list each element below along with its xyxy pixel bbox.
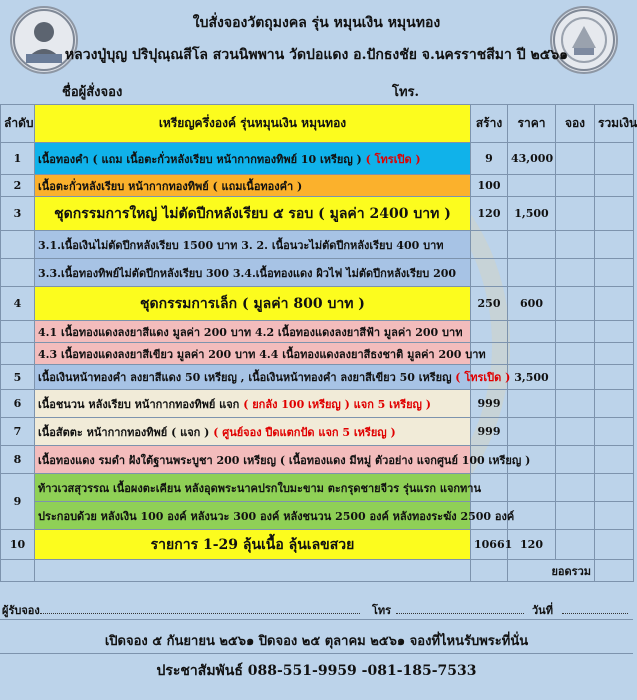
row-total-cell	[595, 530, 634, 560]
orderer-name-label: ชื่อผู้สั่งจอง	[62, 85, 123, 100]
row-note: ( โทรเปิด )	[365, 152, 421, 166]
row-order-cell[interactable]	[556, 175, 595, 197]
row-order-cell[interactable]	[556, 390, 595, 418]
row-sub-item: 4.1 เนื้อทองแดงลงยาสีแดง มูลค่า 200 บาท 4.2 เนื้อทองแดงลงยาสีฟ้า มูลค่า 200 บาท	[35, 321, 471, 343]
row-item-text: เนื้อชนวน หลังเรียบ หน้ากากทองทิพย์ แจก	[38, 397, 240, 411]
grand-total-value	[595, 560, 634, 582]
row-order-cell[interactable]	[556, 418, 595, 446]
row-price: 600	[508, 287, 556, 321]
row-sub-item: 4.3 เนื้อทองแดงลงยาสีเขียว มูลค่า 200 บาท 4.4 เนื้อทองแดงลงยาสีธงชาติ มูลค่า 200 บาท	[35, 343, 471, 365]
row-no: 9	[1, 474, 35, 530]
row-sub-item: 3.1.เนื้อเงินไม่ตัดปีกหลังเรียบ 1500 บาท 3. 2. เนื้อนวะไม่ตัดปีกหลังเรียบ 400 บาท	[35, 231, 471, 259]
row-price: 3,500	[508, 365, 556, 390]
row-item: เนื้อทองแดง รมดำ ฝังใต้ฐานพระบูชา 200 เหรียญ ( เนื้อทองแดง มีหมู่ ตัวอย่าง แจกศูนย์ 100 เหรียญ )	[35, 446, 471, 474]
row-order-cell[interactable]	[556, 197, 595, 231]
row-no: 2	[1, 175, 35, 197]
receiver-field[interactable]	[40, 601, 360, 614]
col-header-item: เหรียญครึ่งองค์ รุ่นหมุนเงิน หมุนทอง	[35, 105, 471, 143]
row-item-text: เนื้อสัตตะ หน้ากากทองทิพย์ ( แจก )	[38, 425, 210, 439]
table-row	[1, 560, 634, 582]
row-no: 10	[1, 530, 35, 560]
table-row	[1, 530, 634, 560]
row-order-cell[interactable]	[556, 365, 595, 390]
table-row	[1, 259, 634, 287]
row-item-line2: ประกอบด้วย หลังเงิน 100 องค์ หลังนวะ 300 องค์ หลังชนวน 2500 องค์ หลังทองระฆัง 2500 องค์	[35, 502, 471, 530]
table-header-row	[1, 105, 634, 143]
row-price: 120	[508, 530, 556, 560]
document-title: ใบสั่งจองวัตถุมงคล รุ่น หมุนเงิน หมุนทอง	[192, 15, 441, 31]
col-header-order: จอง	[556, 105, 595, 143]
divider	[0, 619, 633, 620]
row-note: ( ยกลัง 100 เหรียญ ) แจก 5 เหรียญ )	[243, 397, 431, 411]
row-made: 120	[471, 197, 508, 231]
col-header-made: สร้าง	[471, 105, 508, 143]
table-row	[1, 418, 634, 446]
row-price: 43,000	[508, 143, 556, 175]
row-item	[35, 143, 471, 175]
orderer-phone-label: โทร.	[392, 85, 420, 100]
row-note: ( ศูนย์จอง ปืดแตกปัด แจก 5 เหรียญ )	[213, 425, 396, 439]
row-order-cell[interactable]	[556, 259, 595, 287]
row-no: 7	[1, 418, 35, 446]
col-header-price: ราคา	[508, 105, 556, 143]
row-item-text: เนื้อเงินหน้าทองคำ ลงยาสีแดง 50 เหรียญ , เนื้อเงินหน้าทองคำ ลงยาสีเขียว 50 เหรียญ	[38, 371, 452, 384]
row-item: รายการ 1-29 ลุ้นเนื้อ ลุ้นเลขสวย	[35, 530, 471, 560]
row-no: 5	[1, 365, 35, 390]
table-row	[1, 287, 634, 321]
booking-period-text: เปิดจอง ๕ กันยายน ๒๕๖๑ ปิดจอง ๒๕ ตุลาคม ๒๕๖๑ จองที่ไหนรับพระที่นั่น	[104, 634, 529, 649]
row-order-cell[interactable]	[556, 502, 595, 530]
row-total-cell	[595, 390, 634, 418]
row-sub-item: 3.3.เนื้อทองทิพย์ไม่ตัดปีกหลังเรียบ 300 3.4.เนื้อทองแดง ผิวไฟ ไม่ตัดปีกหลังเรียบ 200	[35, 259, 471, 287]
row-no: 6	[1, 390, 35, 418]
order-table	[0, 104, 637, 582]
row-made: 999	[471, 390, 508, 418]
row-order-cell[interactable]	[556, 474, 595, 502]
table-row	[1, 197, 634, 231]
row-total-cell	[595, 365, 634, 390]
row-order-cell[interactable]	[556, 446, 595, 474]
table-row	[1, 474, 634, 502]
row-total-cell	[595, 287, 634, 321]
row-order-cell[interactable]	[556, 530, 595, 560]
table-row	[1, 143, 634, 175]
contact-text: ประชาสัมพันธ์ 088-551-9959 -081-185-7533	[156, 663, 477, 679]
row-made: 9	[471, 143, 508, 175]
row-order-cell[interactable]	[556, 343, 595, 365]
date-label: วันที่	[532, 604, 553, 617]
divider	[0, 653, 633, 654]
row-made: 999	[471, 418, 508, 446]
table-row	[1, 446, 634, 474]
row-item	[35, 390, 471, 418]
row-made: 250	[471, 287, 508, 321]
footer-phone-label: โทร	[372, 604, 392, 617]
row-item: เนื้อตะกั่วหลังเรียบ หน้ากากทองทิพย์ ( แถมเนื้อทองคำ )	[35, 175, 471, 197]
table-row	[1, 321, 634, 343]
col-header-no: ลำดับ	[1, 105, 35, 143]
row-no: 1	[1, 143, 35, 175]
row-order-cell[interactable]	[556, 287, 595, 321]
row-item: ชุดกรรมการเล็ก ( มูลค่า 800 บาท )	[35, 287, 471, 321]
receiver-label: ผู้รับจอง	[2, 604, 40, 617]
row-note: ( โทรเปิด )	[455, 371, 511, 384]
row-item	[35, 365, 511, 390]
date-field[interactable]	[562, 601, 628, 614]
row-made: 100	[471, 175, 508, 197]
row-price	[508, 390, 556, 418]
row-order-cell[interactable]	[556, 321, 595, 343]
footer-phone-field[interactable]	[396, 601, 524, 614]
row-no: 4	[1, 287, 35, 321]
row-total-cell	[595, 143, 634, 175]
row-order-cell[interactable]	[556, 143, 595, 175]
table-row	[1, 390, 634, 418]
table-row	[1, 365, 634, 390]
row-total-cell	[595, 175, 634, 197]
grand-total-label: ยอดรวม	[508, 560, 595, 582]
row-item	[35, 418, 471, 446]
row-order-cell[interactable]	[556, 231, 595, 259]
row-price: 1,500	[508, 197, 556, 231]
table-row	[1, 231, 634, 259]
row-total-cell	[595, 197, 634, 231]
col-header-total: รวมเงิน	[595, 105, 634, 143]
row-item-text: เนื้อทองคำ ( แถม เนื้อตะกั่วหลังเรียบ หน้ากากทองทิพย์ 10 เหรียญ )	[38, 152, 362, 166]
row-item: ชุดกรรมการใหญ่ ไม่ตัดปีกหลังเรียบ ๕ รอบ ( มูลค่า 2400 บาท )	[35, 197, 471, 231]
table-row	[1, 502, 634, 530]
document-subtitle: หลวงปู่บุญ ปริปุณฺณสีโล สวนนิพพาน วัดปอแดง อ.ปักธงชัย จ.นครราชสีมา ปี ๒๕๖๑	[64, 47, 569, 63]
row-item: ท้าวเวสสุวรรณ เนื้อผงตะเคียน หลังอุดพระนาคปรกใบมะขาม ตะกรุดชายจีวร รุ่นแรก แจกทาน	[35, 474, 471, 502]
row-total-cell	[595, 418, 634, 446]
table-row	[1, 343, 634, 365]
row-price	[508, 175, 556, 197]
table-row	[1, 175, 634, 197]
row-no: 3	[1, 197, 35, 231]
row-price	[508, 418, 556, 446]
row-no: 8	[1, 446, 35, 474]
row-made: 10661	[471, 530, 508, 560]
